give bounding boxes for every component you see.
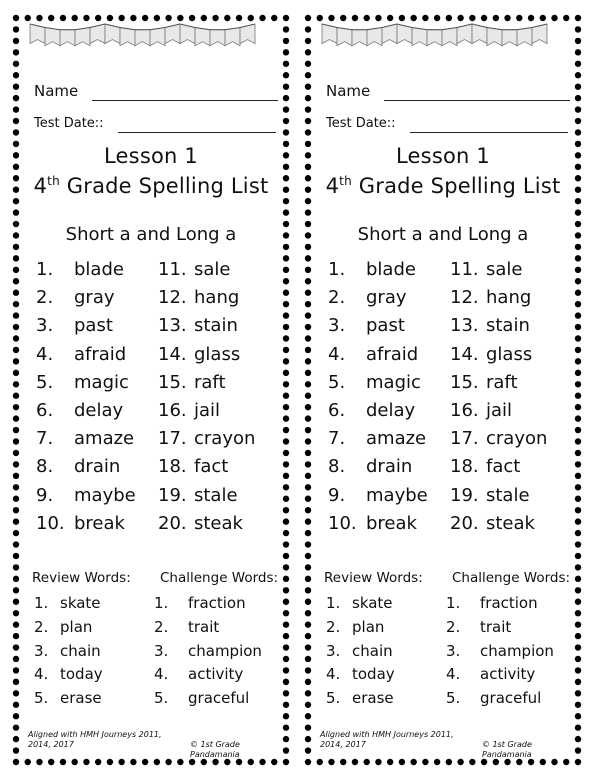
word-list-item	[36, 259, 156, 287]
item-number: 3.	[36, 315, 54, 337]
bunting-banner	[12, 14, 290, 64]
spelling-word: today	[352, 665, 395, 684]
item-number: 20.	[158, 512, 187, 534]
word-list-item	[36, 287, 156, 315]
word-list-item	[158, 344, 282, 372]
spelling-word: blade	[74, 259, 124, 280]
challenge-word-item	[154, 689, 284, 713]
spelling-word: trait	[480, 617, 512, 636]
word-list-item	[328, 315, 448, 343]
spelling-word: magic	[74, 371, 129, 393]
item-number: 15.	[450, 371, 479, 393]
spelling-word: trait	[188, 617, 220, 636]
word-list-item	[36, 344, 156, 372]
spelling-word: activity	[480, 665, 536, 684]
spelling-word: today	[60, 665, 103, 684]
spelling-word: stain	[486, 315, 530, 337]
item-number: 4.	[36, 343, 54, 365]
aligned-note: Aligned with HMH Journeys 2011, 2014, 2017	[28, 730, 162, 749]
spelling-word: drain	[74, 456, 121, 478]
word-list-11-20	[450, 259, 574, 541]
word-list-item	[36, 513, 156, 541]
word-list-item	[36, 428, 156, 456]
grade-title: 4th Grade Spelling List	[33, 174, 269, 198]
spelling-word: plan	[352, 617, 385, 636]
spelling-word: steak	[194, 512, 243, 534]
challenge-word-item	[446, 618, 576, 642]
item-number: 16.	[450, 399, 479, 421]
item-number: 12.	[450, 287, 479, 309]
item-number: 5.	[328, 371, 346, 393]
item-number: 12.	[158, 287, 187, 309]
spelling-word: sale	[194, 259, 231, 280]
item-number: 18.	[158, 456, 187, 478]
word-list-item	[450, 400, 574, 428]
review-words-title: Review Words:	[32, 570, 131, 586]
lesson-title: Lesson 1	[104, 144, 198, 168]
word-list-item	[36, 372, 156, 400]
item-number: 11.	[158, 259, 187, 280]
item-number: 13.	[450, 315, 479, 337]
word-list-item	[328, 428, 448, 456]
item-number: 3.	[326, 641, 341, 660]
word-list-item	[36, 400, 156, 428]
item-number: 10.	[328, 512, 357, 534]
challenge-word-item	[446, 642, 576, 666]
item-number: 17.	[450, 428, 479, 450]
spelling-word: gray	[366, 287, 407, 309]
word-list-item	[450, 428, 574, 456]
review-word-item	[34, 618, 154, 642]
spelling-word: crayon	[486, 428, 548, 450]
item-number: 4.	[446, 665, 461, 684]
copyright-text: © 1st Grade Pandamania	[190, 740, 240, 759]
spelling-card-right	[304, 14, 582, 766]
spelling-word: fact	[486, 456, 521, 478]
review-word-item	[34, 665, 154, 689]
spelling-word: champion	[480, 641, 554, 660]
challenge-word-item	[446, 594, 576, 618]
item-number: 2.	[154, 617, 169, 636]
word-list-item	[158, 400, 282, 428]
test-date-label: Test Date::	[34, 116, 104, 131]
spelling-word: activity	[188, 665, 244, 684]
item-number: 1.	[154, 594, 169, 612]
spelling-word: afraid	[366, 343, 419, 365]
item-number: 5.	[34, 689, 49, 708]
spelling-word: raft	[194, 371, 226, 393]
challenge-word-item	[154, 594, 284, 618]
word-list-item	[36, 315, 156, 343]
aligned-note: Aligned with HMH Journeys 2011, 2014, 2017	[320, 730, 454, 749]
challenge-word-item	[154, 665, 284, 689]
test-date-field[interactable]	[118, 132, 276, 133]
item-number: 11.	[450, 259, 479, 280]
word-list-item	[328, 485, 448, 513]
word-list-item	[450, 315, 574, 343]
word-list-item	[328, 259, 448, 287]
test-date-field[interactable]	[410, 132, 568, 133]
spelling-word: graceful	[480, 689, 542, 708]
word-list-item	[450, 372, 574, 400]
item-number: 18.	[450, 456, 479, 478]
spelling-word: fraction	[188, 594, 246, 612]
challenge-words-title: Challenge Words:	[160, 570, 279, 586]
word-list-item	[328, 456, 448, 484]
copyright-text: © 1st Grade Pandamania	[482, 740, 532, 759]
item-number: 2.	[34, 617, 49, 636]
spelling-word: chain	[60, 641, 101, 660]
word-list-item	[450, 485, 574, 513]
word-list-1-10	[328, 259, 448, 541]
spelling-word: amaze	[366, 428, 427, 450]
review-words-list	[34, 594, 154, 713]
item-number: 20.	[450, 512, 479, 534]
item-number: 7.	[36, 428, 54, 450]
spelling-word: hang	[194, 287, 240, 309]
word-list-item	[36, 456, 156, 484]
word-list-item	[158, 287, 282, 315]
item-number: 9.	[328, 484, 346, 506]
item-number: 3.	[34, 641, 49, 660]
item-number: 17.	[158, 428, 187, 450]
spelling-word: past	[74, 315, 113, 337]
item-number: 9.	[36, 484, 54, 506]
word-list-item	[328, 372, 448, 400]
item-number: 1.	[36, 259, 54, 280]
spelling-word: delay	[366, 399, 416, 421]
challenge-words-list	[446, 594, 576, 713]
word-list-item	[158, 428, 282, 456]
word-list-11-20	[158, 259, 282, 541]
review-word-item	[34, 642, 154, 666]
name-label: Name	[34, 82, 79, 100]
item-number: 5.	[36, 371, 54, 393]
item-number: 19.	[158, 484, 187, 506]
item-number: 14.	[450, 343, 479, 365]
list-subtitle: Short a and Long a	[65, 224, 237, 245]
lesson-title: Lesson 1	[396, 144, 490, 168]
item-number: 6.	[36, 399, 54, 421]
challenge-word-item	[154, 642, 284, 666]
item-number: 1.	[328, 259, 346, 280]
spelling-word: fact	[194, 456, 229, 478]
item-number: 19.	[450, 484, 479, 506]
item-number: 1.	[446, 594, 461, 612]
review-word-item	[326, 665, 446, 689]
spelling-word: stale	[194, 484, 238, 506]
item-number: 15.	[158, 371, 187, 393]
item-number: 3.	[154, 641, 169, 660]
item-number: 10.	[36, 512, 65, 534]
item-number: 4.	[328, 343, 346, 365]
word-list-item	[158, 456, 282, 484]
name-field[interactable]	[384, 100, 570, 101]
spelling-word: past	[366, 315, 405, 337]
item-number: 6.	[328, 399, 346, 421]
spelling-word: graceful	[188, 689, 250, 708]
item-number: 4.	[154, 665, 169, 684]
challenge-word-item	[154, 618, 284, 642]
list-subtitle: Short a and Long a	[357, 224, 529, 245]
spelling-word: raft	[486, 371, 518, 393]
review-word-item	[34, 594, 154, 618]
word-list-item	[450, 344, 574, 372]
spelling-word: blade	[366, 259, 416, 280]
item-number: 3.	[446, 641, 461, 660]
spelling-word: erase	[352, 689, 394, 708]
item-number: 5.	[154, 689, 169, 708]
item-number: 7.	[328, 428, 346, 450]
item-number: 13.	[158, 315, 187, 337]
item-number: 3.	[328, 315, 346, 337]
word-list-item	[158, 513, 282, 541]
review-word-item	[326, 689, 446, 713]
word-list-item	[328, 400, 448, 428]
spelling-word: plan	[60, 617, 93, 636]
item-number: 8.	[36, 456, 54, 478]
item-number: 5.	[446, 689, 461, 708]
review-word-item	[326, 618, 446, 642]
review-words-title: Review Words:	[324, 570, 423, 586]
word-list-item	[36, 485, 156, 513]
test-date-label: Test Date::	[326, 116, 396, 131]
spelling-word: glass	[194, 343, 241, 365]
spelling-word: delay	[74, 399, 124, 421]
name-label: Name	[326, 82, 371, 100]
item-number: 16.	[158, 399, 187, 421]
item-number: 8.	[328, 456, 346, 478]
spelling-word: skate	[60, 594, 101, 612]
spelling-word: glass	[486, 343, 533, 365]
spelling-word: crayon	[194, 428, 256, 450]
word-list-item	[450, 513, 574, 541]
review-word-item	[326, 594, 446, 618]
spelling-card-left	[12, 14, 290, 766]
item-number: 5.	[326, 689, 341, 708]
word-list-item	[158, 259, 282, 287]
word-list-item	[328, 344, 448, 372]
spelling-word: magic	[366, 371, 421, 393]
spelling-word: jail	[486, 399, 513, 421]
spelling-word: steak	[486, 512, 535, 534]
bunting-banner	[304, 14, 582, 64]
review-word-item	[326, 642, 446, 666]
word-list-item	[450, 287, 574, 315]
challenge-word-item	[446, 689, 576, 713]
item-number: 14.	[158, 343, 187, 365]
item-number: 4.	[326, 665, 341, 684]
word-list-item	[158, 315, 282, 343]
spelling-word: skate	[352, 594, 393, 612]
item-number: 1.	[326, 594, 341, 612]
spelling-word: drain	[366, 456, 413, 478]
word-list-item	[328, 287, 448, 315]
spelling-word: break	[74, 512, 125, 534]
challenge-words-list	[154, 594, 284, 713]
word-list-item	[158, 485, 282, 513]
word-list-item	[328, 513, 448, 541]
grade-title: 4th Grade Spelling List	[325, 174, 561, 198]
spelling-word: stale	[486, 484, 530, 506]
spelling-word: erase	[60, 689, 102, 708]
challenge-words-title: Challenge Words:	[452, 570, 571, 586]
spelling-word: break	[366, 512, 417, 534]
spelling-word: maybe	[74, 484, 136, 506]
item-number: 2.	[36, 287, 54, 309]
spelling-word: fraction	[480, 594, 538, 612]
name-field[interactable]	[92, 100, 278, 101]
word-list-item	[450, 259, 574, 287]
review-word-item	[34, 689, 154, 713]
spelling-word: chain	[352, 641, 393, 660]
word-list-item	[450, 456, 574, 484]
item-number: 2.	[326, 617, 341, 636]
spelling-word: jail	[194, 399, 221, 421]
spelling-word: hang	[486, 287, 532, 309]
item-number: 2.	[446, 617, 461, 636]
spelling-word: afraid	[74, 343, 127, 365]
spelling-word: gray	[74, 287, 115, 309]
word-list-1-10	[36, 259, 156, 541]
word-list-item	[158, 372, 282, 400]
spelling-word: sale	[486, 259, 523, 280]
item-number: 2.	[328, 287, 346, 309]
spelling-word: maybe	[366, 484, 428, 506]
item-number: 1.	[34, 594, 49, 612]
challenge-word-item	[446, 665, 576, 689]
spelling-word: amaze	[74, 428, 135, 450]
item-number: 4.	[34, 665, 49, 684]
spelling-word: champion	[188, 641, 262, 660]
review-words-list	[326, 594, 446, 713]
spelling-word: stain	[194, 315, 238, 337]
